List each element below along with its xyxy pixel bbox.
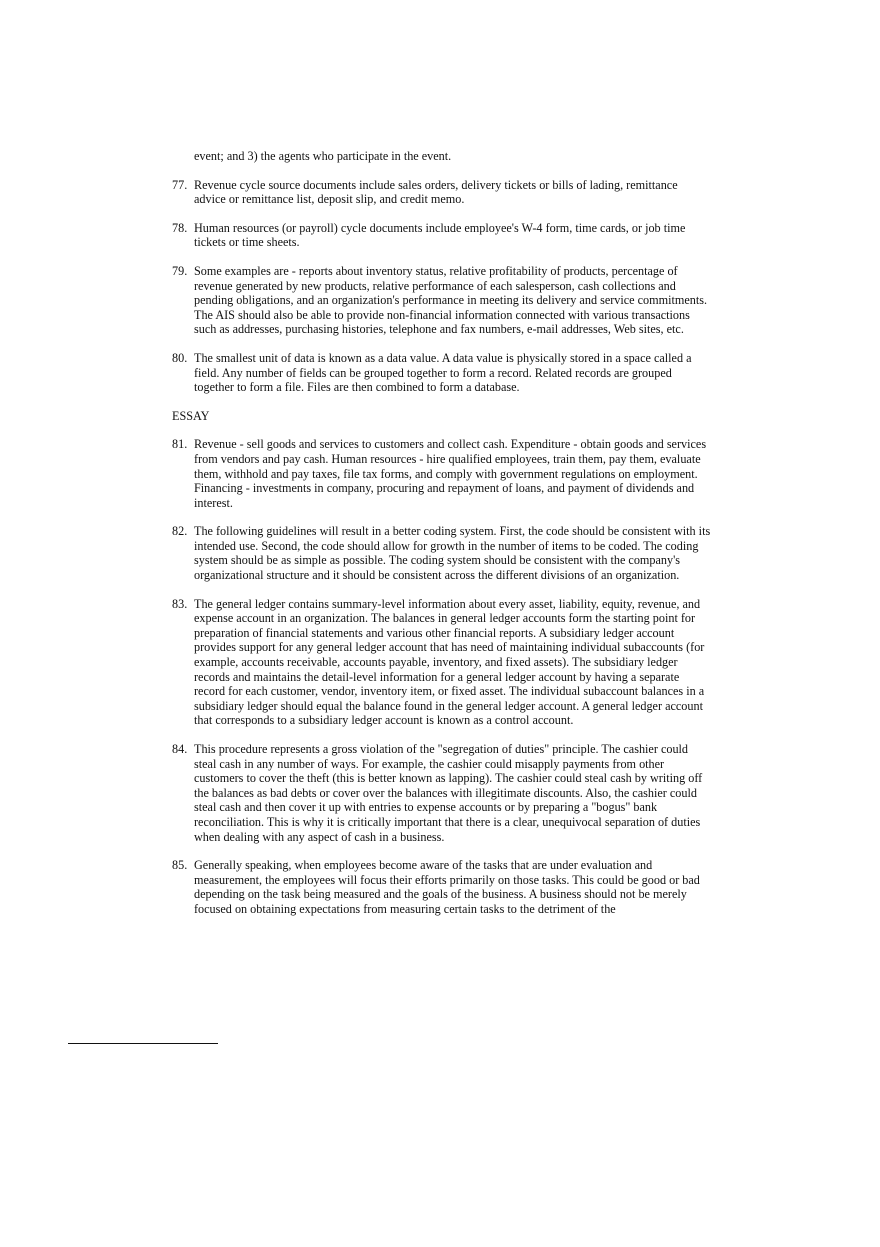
answer-item-81 bbox=[172, 437, 712, 510]
answer-number: 83. bbox=[172, 596, 188, 611]
answer-text: The smallest unit of data is known as a data value. A data value is physically stored in a space called a field. Any number of fields can be grouped together to form a record. Related records are grouped together to form a file. Files are then combined to form a database. bbox=[194, 350, 692, 395]
answer-text: Generally speaking, when employees become aware of the tasks that are under evaluation and measurement, the employees will focus their efforts primarily on those tasks. This could be good or bad depending on the task being measured and the goals of the business. A business should not be merely focused on obtaining expectations from measuring certain tasks to the detriment of the bbox=[194, 858, 700, 916]
answer-item-85 bbox=[172, 858, 712, 916]
answer-text: Some examples are - reports about inventory status, relative profitability of products, percentage of revenue generated by new products, relative performance of each salesperson, cash collections and pending obligations, and an organization's performance in meeting its delivery and service commitments. The AIS should also be able to provide non-financial information connected with various transactions such as addresses, purchasing histories, telephone and fax numbers, e-mail addresses, Web sites, etc. bbox=[194, 263, 708, 337]
answer-item-83 bbox=[172, 597, 712, 728]
answer-key-body bbox=[172, 149, 712, 931]
answer-text: Human resources (or payroll) cycle documents include employee's W-4 form, time cards, or job time tickets or time sheets. bbox=[194, 220, 686, 250]
answer-item-78 bbox=[172, 221, 712, 250]
answer-text: This procedure represents a gross violation of the "segregation of duties" principle. The cashier could steal cash in any number of ways. For example, the cashier could misapply payments from other customers to cover the theft (this is better known as lapping). The cashier could steal cash by writing off the balances as bad debts or cover over the balances with illegitimate discounts. Also, the cashier could steal cash and then cover it up with entries to expense accounts or by preparing a "bogus" bank reconciliation. This is why it is critically important that there is a clear, unequivocal separation of duties when dealing with any aspect of cash in a business. bbox=[194, 742, 703, 844]
answer-number: 80. bbox=[172, 350, 188, 365]
answer-number: 81. bbox=[172, 437, 188, 452]
answer-number: 77. bbox=[172, 177, 188, 192]
answer-item-84 bbox=[172, 742, 712, 844]
answer-number: 84. bbox=[172, 742, 188, 756]
answer-text: The general ledger contains summary-level information about every asset, liability, equity, revenue, and expense account in an organization. The balances in general ledger accounts form the starting point for preparation of financial statements and various other financial reports. A subsidiary ledger account provides support for any general ledger account that has need of maintaining individual subaccounts (for example, accounts receivable, accounts payable, inventory, and fixed assets). The subsidiary ledger records and maintains the detail-level information for a general ledger account by having a separate record for each customer, vendor, inventory item, or fixed asset. The individual subaccount balances in a subsidiary ledger should equal the balance found in the general ledger account. A general ledger account that corresponds to a subsidiary ledger account is known as a control account. bbox=[194, 596, 705, 728]
section-heading-essay: ESSAY bbox=[172, 408, 210, 423]
answer-text: Revenue cycle source documents include sales orders, delivery tickets or bills of lading, remittance advice or remittance list, deposit slip, and credit memo. bbox=[194, 177, 678, 207]
answer-item-79 bbox=[172, 264, 712, 337]
answer-item-80 bbox=[172, 351, 712, 395]
answer-number: 85. bbox=[172, 858, 188, 873]
answer-item-77 bbox=[172, 178, 712, 207]
continued-answer-text: event; and 3) the agents who participate in the event. bbox=[194, 149, 452, 163]
answer-text: Revenue - sell goods and services to customers and collect cash. Expenditure - obtain goods and services from vendors and pay cash. Human resources - hire qualified employees, train them, pay them, evaluate them, withhold and pay taxes, file tax forms, and comply with government regulations on employment. Financing - investments in company, procuring and repayment of loans, and payment of dividends and interest. bbox=[194, 437, 707, 510]
answer-number: 79. bbox=[172, 263, 188, 278]
answer-text: The following guidelines will result in a better coding system. First, the code should be consistent with its intended use. Second, the code should allow for growth in the number of items to be coded. The coding system should be as simple as possible. The coding system should be consistent with the company's organizational structure and it should be consistent across the different divisions of an organization. bbox=[194, 524, 711, 583]
answer-item-82 bbox=[172, 524, 712, 582]
answer-number: 78. bbox=[172, 220, 188, 235]
footnote-separator bbox=[68, 1043, 218, 1044]
answer-number: 82. bbox=[172, 524, 188, 539]
